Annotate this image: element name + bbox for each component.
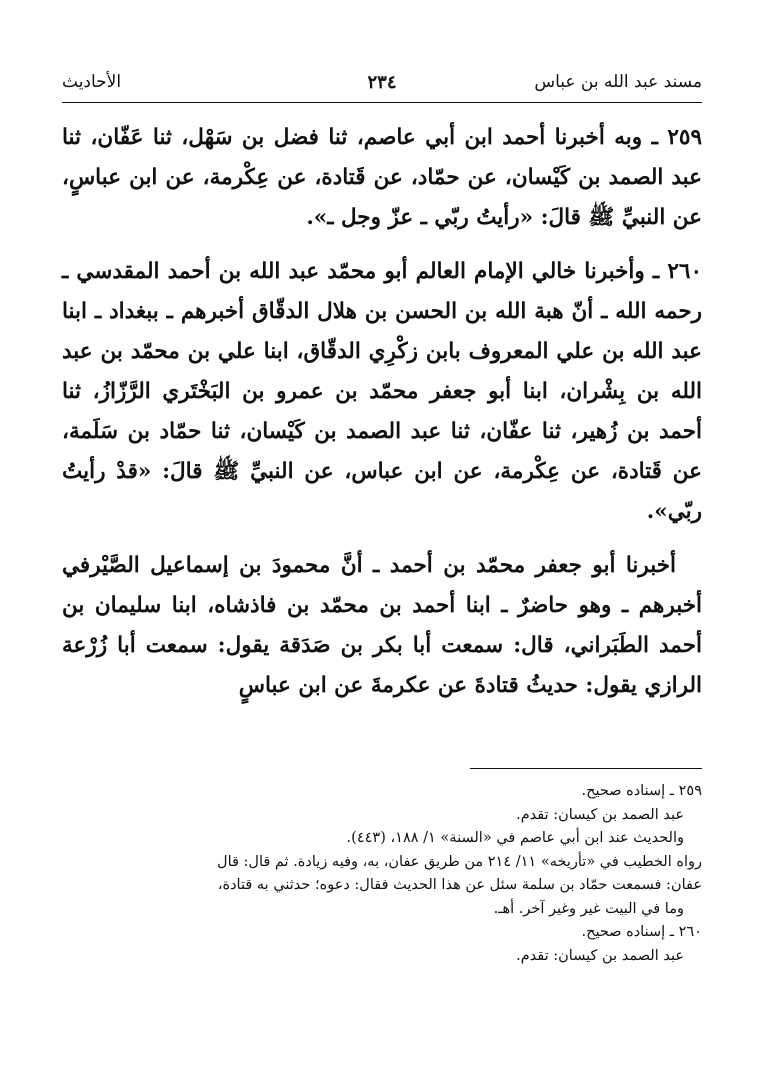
footnote-line: وما في البيت غير وغير آخر. أهـ.: [493, 900, 684, 917]
footnote-line: رواه الخطيب في «تأريخه» ١١/ ٢١٤ من طريق عفان، به، وفيه زيادة. ثم قال: قال: [217, 853, 702, 870]
footnote-line: ٢٦٠ ـ إسناده صحيح.: [581, 924, 702, 940]
hadith-number: ٢٦٠: [667, 259, 702, 284]
hadith-259: [62, 118, 702, 238]
header-divider: [62, 102, 702, 103]
paragraph-text: أخبرنا أبو جعفر محمّد بن أحمد ـ أنَّ محمودَ بن إسماعيل الصَّيْرفي أخبرهم ـ وهو حاضرٌ ـ ابنا أحمد بن محمّد بن فاذشاه، ابنا سليمان بن أحمد الطَبَراني، قال: سمعت أبا بكر بن صَدَقة يقول: سمعت أبا زُرْعة الرازي يقول: حديثُ قتادةَ عن عكرمةَ عن ابن عباسٍ: [62, 553, 702, 698]
footnotes: [62, 780, 702, 968]
footnote-line: عبد الصمد بن كيسان: تقدم.: [516, 947, 684, 964]
footnote-divider: [470, 768, 702, 769]
hadith-text: ـ وبه أخبرنا أحمد ابن أبي عاصم، ثنا فضل بن سَهْل، ثنا عَفّان، ثنا عبد الصمد بن كَيْسان، عن حمّاد، عن قَتادة، عن عِكْرمة، عن ابن عباسٍ، عن النبيِّ ﷺ قالَ: «رأيتُ ربّي ـ عزّ وجل ـ».: [62, 125, 702, 230]
footnote-line: عبد الصمد بن كيسان: تقدم.: [516, 806, 684, 823]
footnote-line: والحديث عند ابن أبي عاصم في «السنة» ١/ ١٨٨، (٤٤٣).: [346, 830, 684, 846]
hadith-number: ٢٥٩: [667, 125, 702, 150]
book-title: مسند عبد الله بن عباس: [534, 72, 702, 92]
page-number: ٢٣٤: [367, 72, 397, 93]
continuation-paragraph: [62, 546, 702, 706]
running-header: [62, 72, 702, 100]
main-text: [62, 118, 702, 720]
hadith-260: [62, 252, 702, 532]
footnote-line: ٢٥٩ ـ إسناده صحيح.: [581, 783, 702, 799]
section-title: الأحاديث: [62, 72, 122, 92]
hadith-text: ـ وأخبرنا خالي الإمام العالم أبو محمّد عبد الله بن أحمد المقدسي ـ رحمه الله ـ أنّ هبة الله بن الحسن بن هلال الدقّاق أخبرهم ـ ببغداد ـ ابنا عبد الله بن علي المعروف بابن زكْرِي الدقّاق، ابنا علي بن محمّد بن عبد الله بن بِشْران، ابنا أبو جعفر محمّد بن عمرو بن البَخْتَري الرَّزّازُ، ثنا أحمد بن زُهير، ثنا عفّان، ثنا عبد الصمد بن كَيْسان، ثنا حمّاد بن سَلَمة، عن قَتادة، عن عِكْرمة، عن ابن عباس، عن النبيِّ ﷺ قالَ: «قدْ رأيتُ ربّي».: [62, 259, 702, 524]
footnote-line: عفان: فسمعت حمّاد بن سلمة سئل عن هذا الحديث فقال: دعوه؛ حدثني به قتادة،: [217, 877, 702, 893]
